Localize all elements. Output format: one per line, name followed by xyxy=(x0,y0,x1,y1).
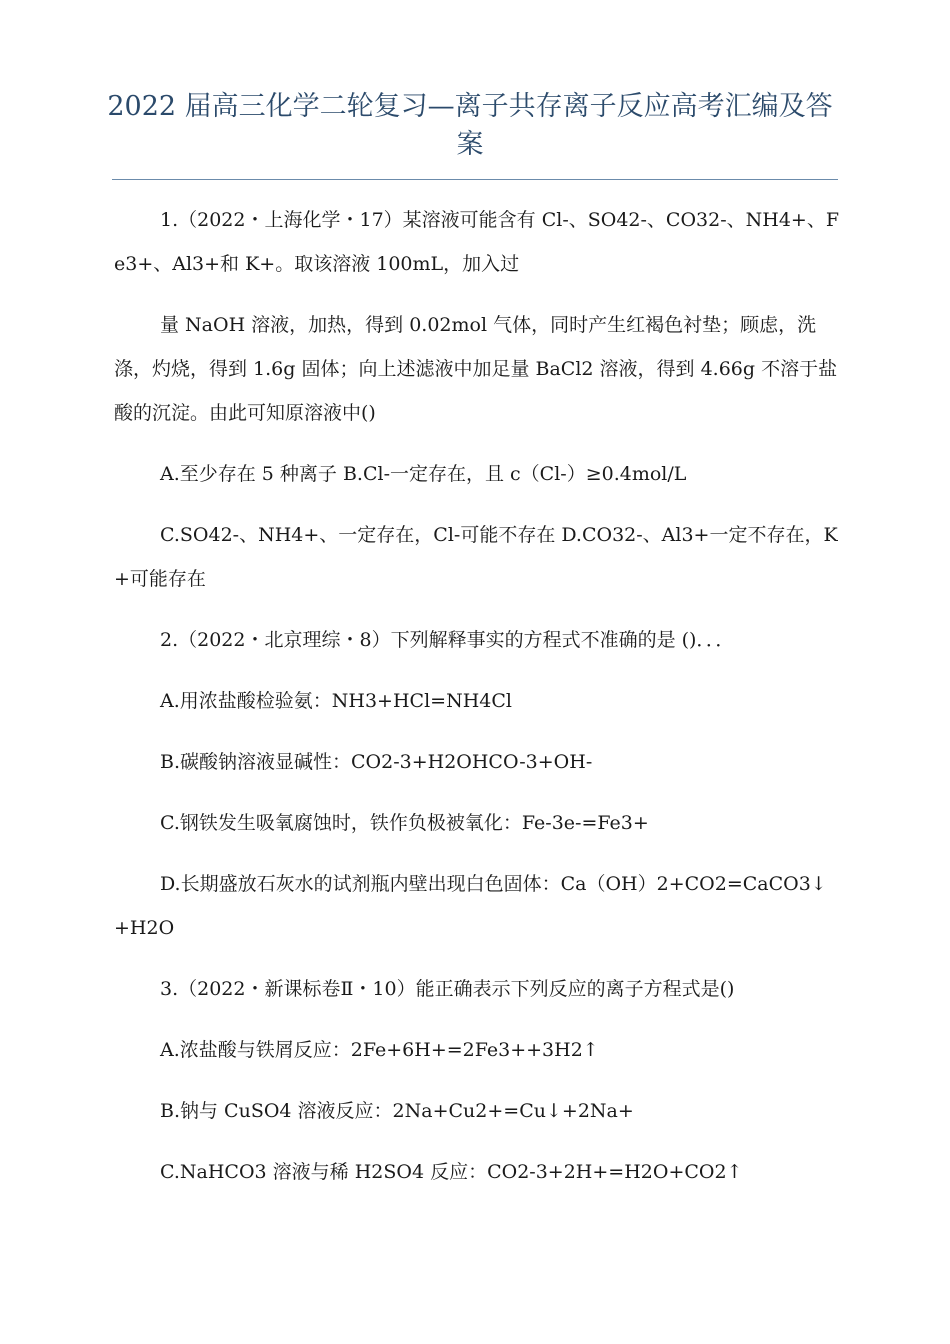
paragraph-q2-option-b: B.碳酸钠溶液显碱性：CO2-3+H2OHCO-3+OH- xyxy=(160,751,593,773)
paragraph-q3-option-b: B.钠与 CuSO4 溶液反应：2Na+Cu2+=Cu↓+2Na+ xyxy=(160,1100,634,1122)
paragraph-q3-stem: 3.（2022・新课标卷Ⅱ・10）能正确表示下列反应的离子方程式是() xyxy=(160,978,735,1000)
paragraph-q3-option-a: A.浓盐酸与铁屑反应：2Fe+6H+=2Fe3++3H2↑ xyxy=(160,1039,599,1061)
paragraph-q2-stem: 2.（2022・北京理综・8）下列解释事实的方程式不准确的是 ()．．． xyxy=(160,629,735,651)
paragraph-q1-options-cd: C.SO42-、NH4+、一定存在，Cl-可能不存在 D.CO32-、Al3+一定不存在，K+可能存在 xyxy=(114,524,838,590)
paragraph-q1-stem: 1.（2022・上海化学・17）某溶液可能含有 Cl-、SO42-、CO32-、NH4+、Fe3+、Al3+和 K+。取该溶液 100mL，加入过 xyxy=(114,209,840,275)
document-title: 2022 届高三化学二轮复习—离子共存离子反应高考汇编及答案 xyxy=(107,91,833,160)
document-body xyxy=(114,198,840,1211)
paragraph-q2-option-c: C.钢铁发生吸氧腐蚀时，铁作负极被氧化：Fe-3e-=Fe3+ xyxy=(160,812,649,834)
title-divider xyxy=(112,179,838,180)
paragraph-q2-option-d: D.长期盛放石灰水的试剂瓶内壁出现白色固体：Ca（OH）2+CO2=CaCO3↓+H2O xyxy=(114,873,827,939)
paragraph-q2-option-a: A.用浓盐酸检验氨：NH3+HCl=NH4Cl xyxy=(160,690,512,712)
paragraph-q1-options-ab: A.至少存在 5 种离子 B.Cl-一定存在，且 c（Cl-）≥0.4mol/L xyxy=(160,463,687,485)
paragraph-q3-option-c: C.NaHCO3 溶液与稀 H2SO4 反应：CO2-3+2H+=H2O+CO2↑ xyxy=(160,1161,743,1183)
paragraph-q1-continued: 量 NaOH 溶液，加热，得到 0.02mol 气体，同时产生红褐色衬垫；顾虑，洗涤，灼烧，得到 1.6g 固体；向上述滤液中加足量 BaCl2 溶液，得到 4.66g 不溶于盐酸的沉淀。由此可知原溶液中() xyxy=(114,314,838,424)
